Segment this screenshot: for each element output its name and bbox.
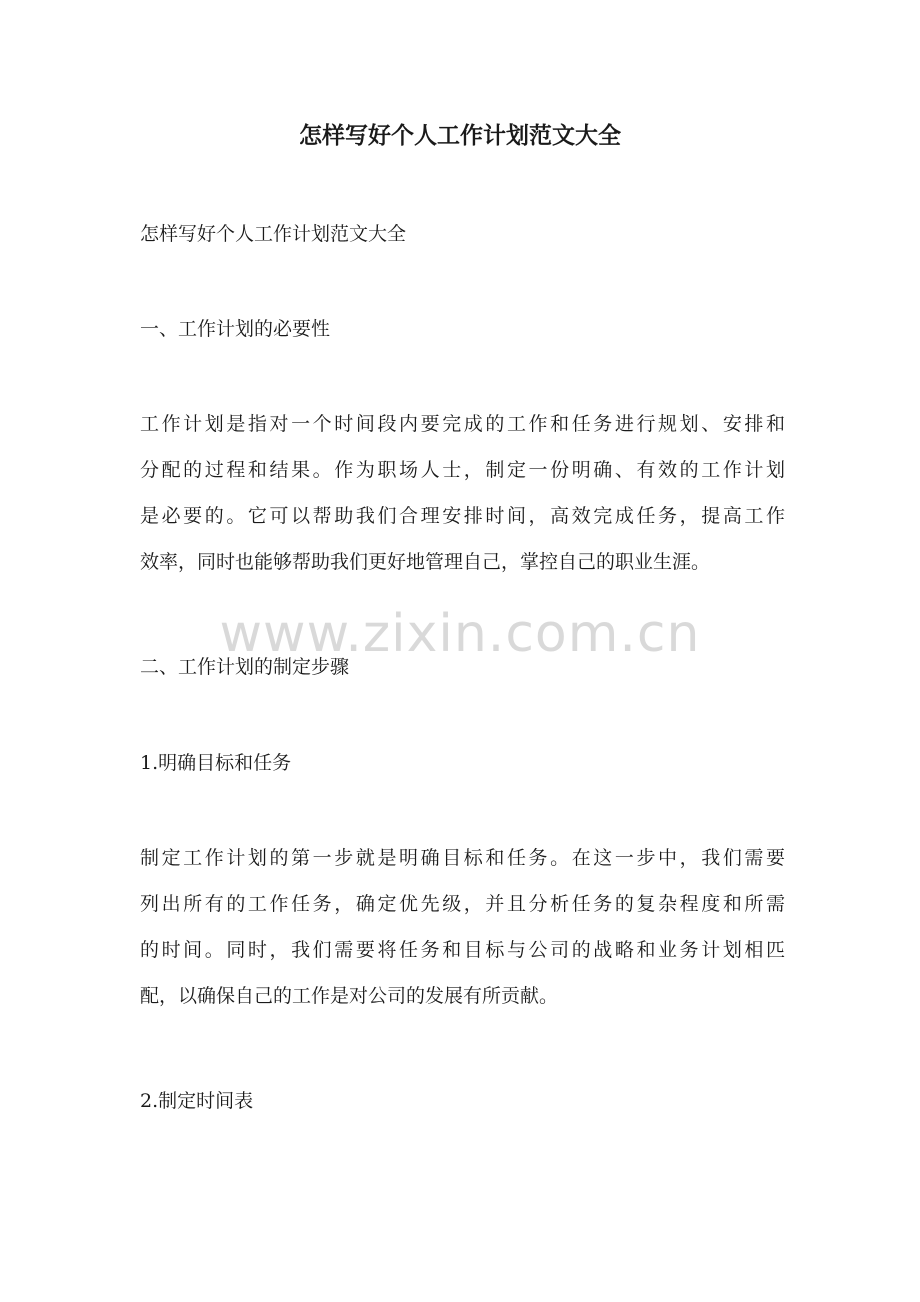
paragraph-line: 分配的过程和结果。作为职场人士，制定一份明确、有效的工作计划 xyxy=(140,459,785,481)
paragraph-line: 的时间。同时，我们需要将任务和目标与公司的战略和业务计划相匹 xyxy=(140,939,785,961)
document-subtitle: 怎样写好个人工作计划范文大全 xyxy=(140,223,407,245)
paragraph-line: 制定工作计划的第一步就是明确目标和任务。在这一步中，我们需要 xyxy=(140,847,785,869)
step-2-heading: 2.制定时间表 xyxy=(140,1090,254,1112)
paragraph-line: 效率，同时也能够帮助我们更好地管理自己，掌控自己的职业生涯。 xyxy=(140,551,711,573)
paragraph-line: 配，以确保自己的工作是对公司的发展有所贡献。 xyxy=(140,985,559,1007)
step-1-heading: 1.明确目标和任务 xyxy=(140,752,292,774)
paragraph-line: 是必要的。它可以帮助我们合理安排时间，高效完成任务，提高工作 xyxy=(140,505,785,527)
paragraph-line: 工作计划是指对一个时间段内要完成的工作和任务进行规划、安排和 xyxy=(140,413,785,435)
paragraph-line: 列出所有的工作任务，确定优先级，并且分析任务的复杂程度和所需 xyxy=(140,893,785,915)
document-title: 怎样写好个人工作计划范文大全 xyxy=(299,122,621,149)
section-1-heading: 一、工作计划的必要性 xyxy=(140,318,331,340)
section-2-heading: 二、工作计划的制定步骤 xyxy=(140,656,350,678)
watermark: www.zixin.com.cn xyxy=(219,604,701,664)
